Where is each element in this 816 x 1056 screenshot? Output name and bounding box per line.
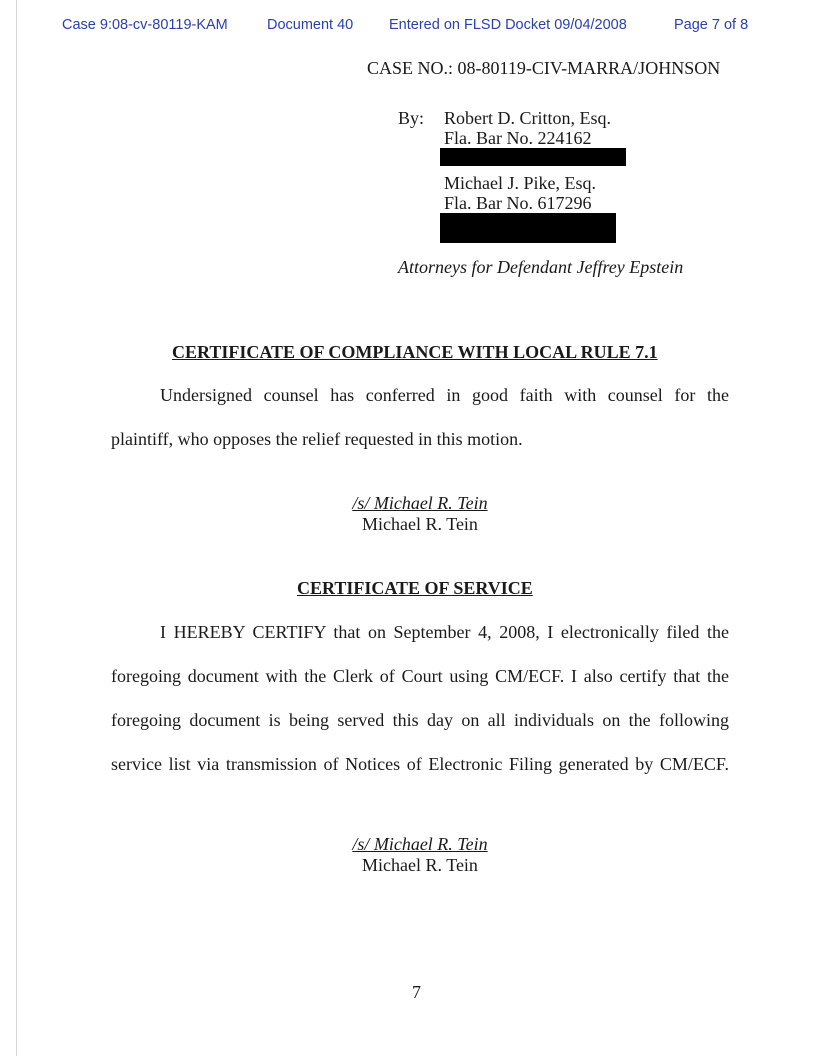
attorney2-name: Michael J. Pike, Esq. — [444, 173, 596, 193]
service-signature — [320, 834, 520, 876]
page-number: 7 — [412, 982, 421, 1002]
attorney-role: Attorneys for Defendant Jeffrey Epstein — [398, 257, 684, 277]
compliance-line: plaintiff, who opposes the relief requested in this motion. — [111, 429, 523, 449]
service-line: foregoing document is being served this day on all individuals on the following — [111, 710, 729, 730]
page-edge-line — [16, 0, 17, 1056]
header-case-number: Case 9:08-cv-80119-KAM — [62, 17, 228, 33]
compliance-heading: CERTIFICATE OF COMPLIANCE WITH LOCAL RULE 7.1 — [172, 342, 658, 362]
case-number-line: CASE NO.: 08-80119-CIV-MARRA/JOHNSON — [367, 58, 721, 78]
service-line: I HEREBY CERTIFY that on September 4, 2008, I electronically filed the — [160, 622, 729, 642]
signature-slash: /s/ Michael R. Tein — [352, 493, 488, 513]
signature-slash: /s/ Michael R. Tein — [352, 834, 488, 854]
attorney1-bar-number: Fla. Bar No. 224162 — [444, 128, 592, 148]
attorney1-name: Robert D. Critton, Esq. — [444, 108, 611, 128]
redaction-bar — [440, 213, 616, 243]
header-entered-date: Entered on FLSD Docket 09/04/2008 — [389, 17, 627, 33]
signature-name: Michael R. Tein — [362, 855, 478, 875]
compliance-signature — [320, 493, 520, 535]
signature-name: Michael R. Tein — [362, 514, 478, 534]
service-heading: CERTIFICATE OF SERVICE — [297, 578, 533, 598]
by-label: By: — [398, 108, 425, 128]
service-line: foregoing document with the Clerk of Court using CM/ECF. I also certify that the — [111, 666, 729, 686]
attorney2-bar-number: Fla. Bar No. 617296 — [444, 193, 592, 213]
header-document-number: Document 40 — [267, 17, 354, 33]
header-page-of: Page 7 of 8 — [674, 17, 749, 33]
service-line: service list via transmission of Notices of Electronic Filing generated by CM/ECF. — [111, 754, 729, 774]
compliance-line: Undersigned counsel has conferred in good faith with counsel for the — [160, 385, 729, 405]
docket-header — [0, 17, 816, 37]
redaction-bar — [440, 148, 626, 166]
